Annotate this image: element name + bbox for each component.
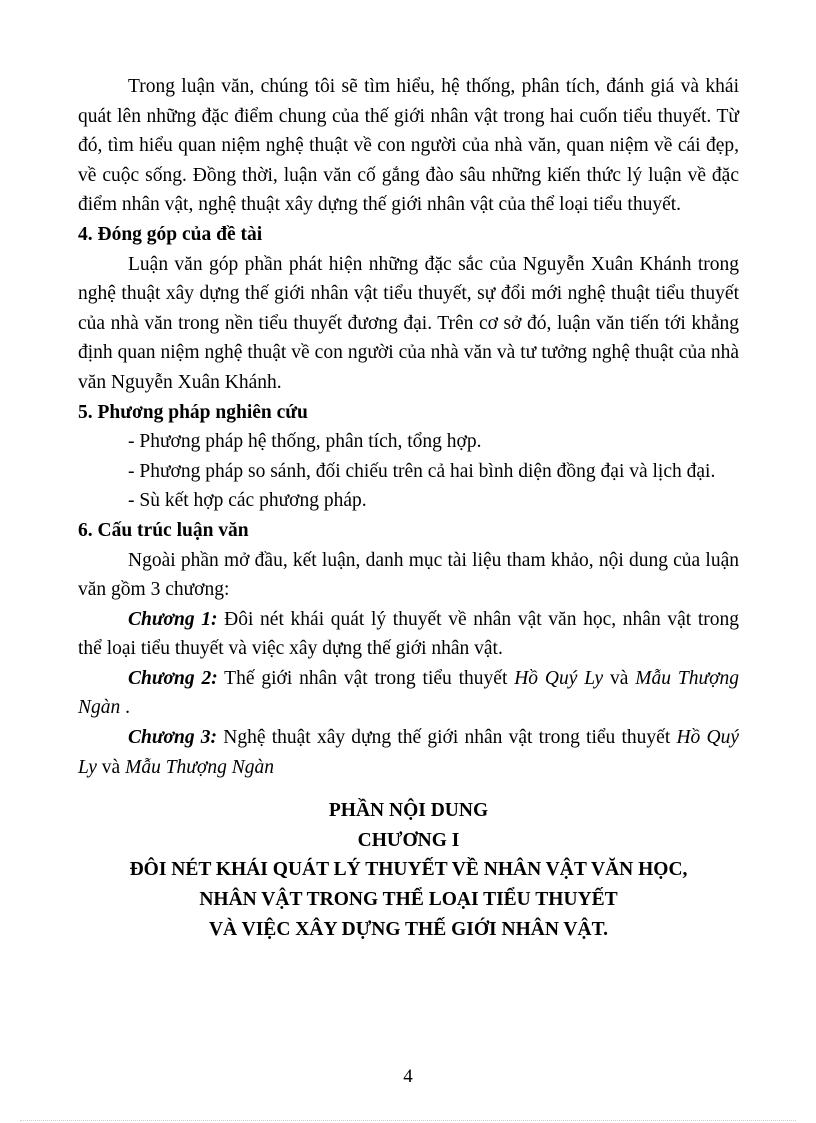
chapter3-title2: Mẫu Thượng Ngàn xyxy=(125,756,274,778)
section6-heading: 6. Cấu trúc luận văn xyxy=(78,519,249,541)
page-bottom-rule xyxy=(20,1120,796,1121)
chapter2-label: Chương 2: xyxy=(128,667,218,689)
chapter2-text-before: Thế giới nhân vật trong tiểu thuyết xyxy=(217,667,515,689)
chapter2-title2: Mẫu Thượng Ngàn xyxy=(78,667,739,719)
content-heading xyxy=(78,796,739,944)
chapter2-conj: và xyxy=(603,667,636,689)
method-item-3: - Sù kết hợp các phương pháp. xyxy=(128,490,367,512)
section4-paragraph: Luận văn góp phần phát hiện những đặc sắc của Nguyễn Xuân Khánh trong nghệ thuật xây dựng thế giới nhân vật tiểu thuyết, sự đổi mới nghệ thuật tiểu thuyết của nhà văn trong nền tiểu thuyết đương đại. Trên cơ sở đó, luận văn tiến tới khẳng định quan niệm nghệ thuật về con người của nhà văn và tư tưởng nghệ thuật của nhà văn Nguyễn Xuân Khánh. xyxy=(78,253,739,393)
chapter3-text-before: Nghệ thuật xây dựng thế giới nhân vật trong tiểu thuyết xyxy=(217,727,677,749)
part-title: PHẦN NỘI DUNG xyxy=(328,800,489,822)
section4-heading: 4. Đóng góp của đề tài xyxy=(78,223,263,245)
chapter-title-line-2: NHÂN VẬT TRONG THỂ LOẠI TIỂU THUYẾT xyxy=(199,889,618,911)
method-item-2: - Phương pháp so sánh, đối chiếu trên cả hai bình diện đồng đại và lịch đại. xyxy=(128,460,716,482)
chapter-number: CHƯƠNG I xyxy=(357,829,460,851)
section5-heading: 5. Phương pháp nghiên cứu xyxy=(78,401,308,423)
section6-intro: Ngoài phần mở đầu, kết luận, danh mục tài liệu tham khảo, nội dung của luận văn gồm 3 chương: xyxy=(78,549,739,601)
chapter1-label: Chương 1: xyxy=(128,608,218,630)
intro-paragraph: Trong luận văn, chúng tôi sẽ tìm hiểu, hệ thống, phân tích, đánh giá và khái quát lên những đặc điểm chung của thế giới nhân vật trong hai cuốn tiểu thuyết. Từ đó, tìm hiểu quan niệm nghệ thuật về con người của nhà văn, quan niệm về cái đẹp, về cuộc sống. Đồng thời, luận văn cố gắng đào sâu những kiến thức lý luận về đặc điểm nhân vật, nghệ thuật xây dựng thế giới nhân vật của thể loại tiểu thuyết. xyxy=(78,76,739,216)
chapter2-text-after: . xyxy=(120,697,131,719)
document-page xyxy=(78,72,739,944)
chapter3-label: Chương 3: xyxy=(128,727,218,749)
page-number: 4 xyxy=(403,1066,413,1087)
chapter3-title1: Hồ Quý Ly xyxy=(78,727,739,778)
chapter2-summary xyxy=(78,664,739,723)
chapter3-conj: và xyxy=(96,756,126,778)
chapter1-summary xyxy=(78,605,739,664)
chapter3-summary xyxy=(78,723,739,782)
method-item-1: - Phương pháp hệ thống, phân tích, tổng hợp. xyxy=(128,431,482,453)
chapter-title-line-1: ĐÔI NÉT KHÁI QUÁT LÝ THUYẾT VỀ NHÂN VẬT VĂN HỌC, xyxy=(129,859,688,881)
chapter1-text: Đôi nét khái quát lý thuyết về nhân vật văn học, nhân vật trong thể loại tiểu thuyết và việc xây dựng thế giới nhân vật. xyxy=(78,608,739,660)
chapter-title-line-3: VÀ VIỆC XÂY DỰNG THẾ GIỚI NHÂN VẬT. xyxy=(208,918,609,940)
chapter2-title1: Hồ Quý Ly xyxy=(514,667,604,689)
